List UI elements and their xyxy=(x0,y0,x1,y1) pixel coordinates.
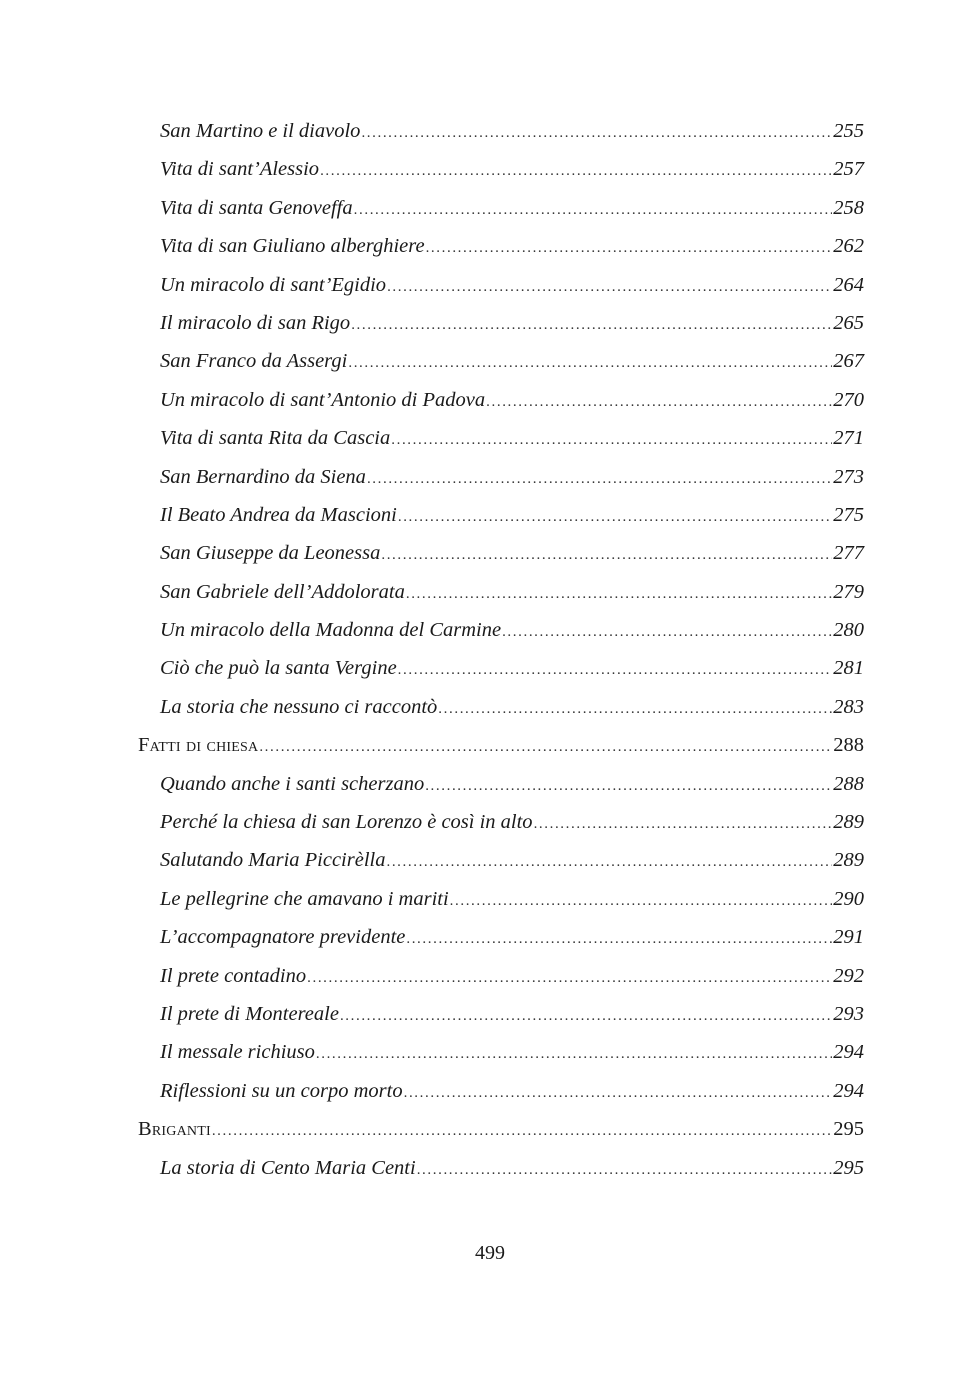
toc-entry-title: Vita di santa Genoveffa xyxy=(160,196,353,219)
toc-entry-title: Vita di santa Rita da Cascia xyxy=(160,427,391,450)
toc-entry-row xyxy=(138,189,864,227)
toc-entry-row xyxy=(138,880,864,918)
toc-entry-title: Quando anche i santi scherzano xyxy=(160,772,425,795)
toc-entry-row xyxy=(138,227,864,265)
toc-entry-row xyxy=(138,765,864,803)
toc-entry-title: San Martino e il diavolo xyxy=(160,120,361,142)
toc-entry-row xyxy=(138,611,864,649)
toc-dot-leader xyxy=(307,959,832,997)
toc-entry-page: 279 xyxy=(833,580,864,603)
toc-entry-page: 294 xyxy=(833,1079,864,1102)
toc-dot-leader xyxy=(406,575,832,613)
toc-entry-page: 255 xyxy=(833,120,864,142)
toc-entry-page: 290 xyxy=(833,887,864,910)
toc-entry-page: 258 xyxy=(833,196,864,219)
toc-entry-title: San Bernardino da Siena xyxy=(160,465,366,488)
toc-dot-leader xyxy=(391,421,832,459)
toc-entry-row xyxy=(138,534,864,572)
toc-entry-title: Riflessioni su un corpo morto xyxy=(160,1079,403,1102)
toc-entry-title: Il miracolo di san Rigo xyxy=(160,311,351,334)
toc-dot-leader xyxy=(486,383,832,421)
toc-dot-leader xyxy=(386,843,832,881)
toc-entry-title: Il prete di Montereale xyxy=(160,1002,339,1025)
toc-entry-page: 295 xyxy=(833,1156,864,1179)
toc-entry-title: L’accompagnatore previdente xyxy=(160,926,406,949)
toc-entry-row xyxy=(138,381,864,419)
toc-dot-leader xyxy=(259,728,832,766)
toc-entry-row xyxy=(138,803,864,841)
toc-entry-page: 271 xyxy=(833,427,864,450)
toc-section-row xyxy=(138,726,864,764)
toc-entry-row xyxy=(138,841,864,879)
toc-entry-title: San Gabriele dell’Addolorata xyxy=(160,580,405,603)
toc-dot-leader xyxy=(502,613,832,651)
toc-entry-row xyxy=(138,573,864,611)
toc-entry-title: Perché la chiesa di san Lorenzo è così in alto xyxy=(160,811,533,834)
toc-entry-row xyxy=(138,649,864,687)
toc-entry-title: San Franco da Assergi xyxy=(160,350,348,373)
toc-entry-page: 280 xyxy=(833,619,864,642)
toc-entry-row xyxy=(138,458,864,496)
toc-entry-row xyxy=(138,419,864,457)
toc-entry-title: Un miracolo della Madonna del Carmine xyxy=(160,619,502,642)
toc-dot-leader xyxy=(406,920,832,958)
toc-entry-row xyxy=(138,688,864,726)
toc-entry-page: 289 xyxy=(833,811,864,834)
toc-dot-leader xyxy=(381,536,832,574)
toc-entry-title: Il prete contadino xyxy=(160,964,307,987)
toc-dot-leader xyxy=(425,767,832,805)
toc-entry-row xyxy=(138,957,864,995)
toc-dot-leader xyxy=(212,1112,832,1150)
toc-dot-leader xyxy=(426,229,833,267)
toc-dot-leader xyxy=(354,191,833,229)
toc-entry-title: Il Beato Andrea da Mascioni xyxy=(160,503,397,526)
toc-entry-page: 288 xyxy=(833,772,864,795)
toc-dot-leader xyxy=(316,1035,832,1073)
toc-dot-leader xyxy=(361,114,832,152)
toc-dot-leader xyxy=(367,460,832,498)
toc-entry-page: 270 xyxy=(833,388,864,411)
toc-entry-row xyxy=(138,496,864,534)
toc-entry-page: 294 xyxy=(833,1041,864,1064)
toc-entry-row xyxy=(138,1072,864,1110)
toc-entry-row xyxy=(138,995,864,1033)
toc-entry-page: 265 xyxy=(833,311,864,334)
toc-entry-row xyxy=(138,304,864,342)
toc-dot-leader xyxy=(534,805,833,843)
toc-entry-row xyxy=(138,918,864,956)
toc-dot-leader xyxy=(404,1074,833,1112)
toc-entry-page: 257 xyxy=(833,158,864,181)
toc-entry-page: 262 xyxy=(833,235,864,258)
toc-dot-leader xyxy=(398,651,833,689)
toc-entry-title: Un miracolo di sant’Antonio di Padova xyxy=(160,388,486,411)
toc-entry-title: Fatti di chiesa xyxy=(138,734,259,757)
toc-entry-page: 273 xyxy=(833,465,864,488)
toc-dot-leader xyxy=(417,1151,833,1189)
toc-entry-page: 281 xyxy=(833,657,864,680)
toc-dot-leader xyxy=(438,690,832,728)
toc-entry-title: Il messale richiuso xyxy=(160,1041,315,1064)
toc-entry-page: 277 xyxy=(833,542,864,565)
toc-entry-page: 293 xyxy=(833,1002,864,1025)
toc-dot-leader xyxy=(340,997,832,1035)
toc-entry-page: 289 xyxy=(833,849,864,872)
toc-entry-title: La storia che nessuno ci raccontò xyxy=(160,695,438,718)
toc-entry-page: 292 xyxy=(833,964,864,987)
toc-entry-title: Un miracolo di sant’Egidio xyxy=(160,273,387,296)
toc-entry-row xyxy=(138,342,864,380)
toc-entry-row xyxy=(138,1033,864,1071)
toc-entry-page: 264 xyxy=(833,273,864,296)
toc-entry-title: San Giuseppe da Leonessa xyxy=(160,542,381,565)
toc-entry-title: Salutando Maria Piccirèlla xyxy=(160,849,386,872)
toc-entry-row xyxy=(138,266,864,304)
toc-entry-title: Vita di san Giuliano alberghiere xyxy=(160,235,425,258)
toc-entry-page: 275 xyxy=(833,503,864,526)
toc-dot-leader xyxy=(398,498,832,536)
toc-dot-leader xyxy=(320,152,832,190)
toc-section-row xyxy=(138,1110,864,1148)
toc-entry-page: 267 xyxy=(833,350,864,373)
toc-entry-row xyxy=(138,1149,864,1187)
toc-dot-leader xyxy=(450,882,833,920)
toc-dot-leader xyxy=(351,306,832,344)
table-of-contents xyxy=(138,112,864,1187)
toc-entry-page: 288 xyxy=(833,734,864,757)
toc-entry-page: 291 xyxy=(833,926,864,949)
toc-entry-title: La storia di Cento Maria Centi xyxy=(160,1156,416,1179)
page-number: 499 xyxy=(475,1242,505,1264)
toc-dot-leader xyxy=(348,344,832,382)
toc-entry-title: Vita di sant’Alessio xyxy=(160,158,320,181)
toc-entry-title: Ciò che può la santa Vergine xyxy=(160,657,397,680)
toc-entry-page: 295 xyxy=(833,1118,864,1141)
toc-entry-title: Briganti xyxy=(138,1118,211,1141)
toc-entry-title: Le pellegrine che amavano i mariti xyxy=(160,887,449,910)
toc-dot-leader xyxy=(387,268,832,306)
toc-entry-row xyxy=(138,112,864,150)
toc-entry-row xyxy=(138,150,864,188)
toc-entry-page: 283 xyxy=(833,695,864,718)
